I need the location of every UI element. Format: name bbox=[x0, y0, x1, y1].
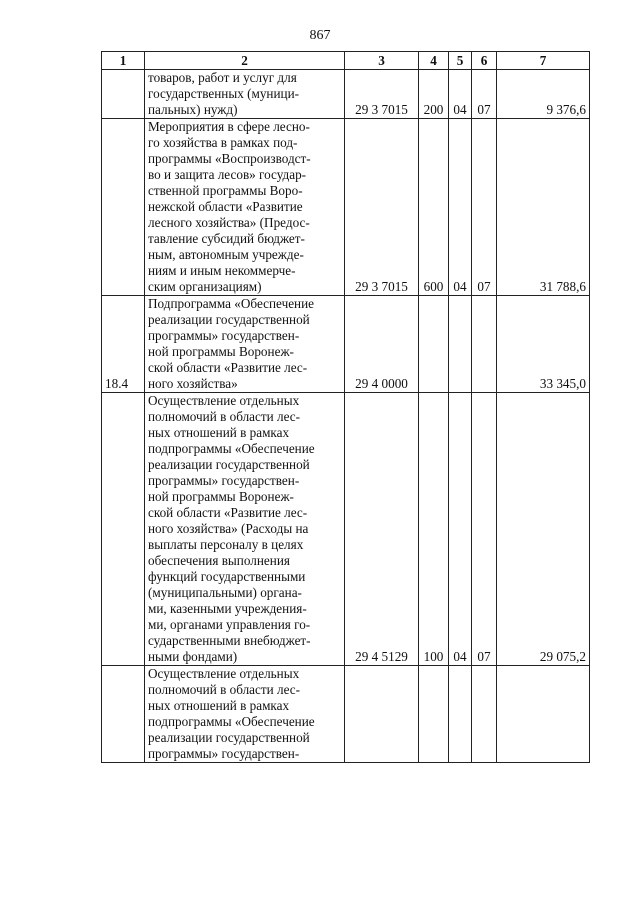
table-header-row bbox=[102, 52, 590, 70]
description-line: реализации государственной bbox=[148, 312, 310, 327]
section-code: 04 bbox=[449, 119, 472, 296]
amount: 33 345,0 bbox=[497, 296, 590, 393]
table-row bbox=[102, 393, 590, 666]
description-line: товаров, работ и услуг для bbox=[148, 70, 297, 85]
column-header-5: 5 bbox=[449, 52, 472, 70]
description-line: ственной программы Воро- bbox=[148, 183, 303, 198]
expense-type-code: 200 bbox=[419, 70, 449, 119]
description-line: ской области «Развитие лес- bbox=[148, 505, 308, 520]
description-line: (муниципальными) органа- bbox=[148, 585, 302, 600]
row-description bbox=[145, 393, 345, 666]
section-code bbox=[449, 296, 472, 393]
description-line: ским организациям) bbox=[148, 279, 262, 294]
section-code: 04 bbox=[449, 70, 472, 119]
description-line: нежской области «Развитие bbox=[148, 199, 303, 214]
amount: 29 075,2 bbox=[497, 393, 590, 666]
subsection-code bbox=[472, 296, 497, 393]
table-row bbox=[102, 296, 590, 393]
description-line: ного хозяйства» (Расходы на bbox=[148, 521, 309, 536]
section-code: 04 bbox=[449, 393, 472, 666]
target-article-code: 29 4 0000 bbox=[345, 296, 419, 393]
description-line: выплаты персоналу в целях bbox=[148, 537, 304, 552]
description-line: Подпрограмма «Обеспечение bbox=[148, 296, 315, 311]
description-line: программы» государствен- bbox=[148, 746, 300, 761]
description-line: лесного хозяйства» (Предос- bbox=[148, 215, 310, 230]
subsection-code: 07 bbox=[472, 119, 497, 296]
subsection-code bbox=[472, 666, 497, 763]
description-line: ных отношений в рамках bbox=[148, 425, 290, 440]
target-article-code bbox=[345, 666, 419, 763]
column-header-7: 7 bbox=[497, 52, 590, 70]
description-line: ской области «Развитие лес- bbox=[148, 360, 308, 375]
description-line: ным, автономным учрежде- bbox=[148, 247, 304, 262]
target-article-code: 29 3 7015 bbox=[345, 70, 419, 119]
description-line: государственных (муници- bbox=[148, 86, 300, 101]
row-number bbox=[102, 119, 145, 296]
subsection-code: 07 bbox=[472, 393, 497, 666]
table-row bbox=[102, 70, 590, 119]
description-line: ми, органами управления го- bbox=[148, 617, 311, 632]
row-description bbox=[145, 666, 345, 763]
description-line: пальных) нужд) bbox=[148, 102, 238, 117]
row-description bbox=[145, 296, 345, 393]
description-line: ниям и иным некоммерче- bbox=[148, 263, 296, 278]
expense-type-code: 100 bbox=[419, 393, 449, 666]
subsection-code: 07 bbox=[472, 70, 497, 119]
row-description bbox=[145, 70, 345, 119]
description-line: полномочий в области лес- bbox=[148, 682, 301, 697]
column-header-1: 1 bbox=[102, 52, 145, 70]
description-line: программы» государствен- bbox=[148, 473, 300, 488]
section-code bbox=[449, 666, 472, 763]
page-number: 867 bbox=[309, 28, 331, 43]
description-line: го хозяйства в рамках под- bbox=[148, 135, 298, 150]
description-line: ми, казенными учреждения- bbox=[148, 601, 307, 616]
description-line: Мероприятия в сфере лесно- bbox=[148, 119, 310, 134]
description-line: подпрограммы «Обеспечение bbox=[148, 441, 315, 456]
description-line: ной программы Воронеж- bbox=[148, 344, 294, 359]
description-line: ных отношений в рамках bbox=[148, 698, 290, 713]
column-header-3: 3 bbox=[345, 52, 419, 70]
column-header-2: 2 bbox=[145, 52, 345, 70]
budget-table bbox=[101, 51, 590, 763]
description-line: тавление субсидий бюджет- bbox=[148, 231, 305, 246]
row-number bbox=[102, 666, 145, 763]
description-line: во и защита лесов» государ- bbox=[148, 167, 307, 182]
table-row bbox=[102, 666, 590, 763]
description-line: полномочий в области лес- bbox=[148, 409, 301, 424]
description-line: функций государственными bbox=[148, 569, 306, 584]
amount: 9 376,6 bbox=[497, 70, 590, 119]
description-line: реализации государственной bbox=[148, 457, 310, 472]
row-description bbox=[145, 119, 345, 296]
table-row bbox=[102, 119, 590, 296]
description-line: программы» государствен- bbox=[148, 328, 300, 343]
target-article-code: 29 4 5129 bbox=[345, 393, 419, 666]
description-line: Осуществление отдельных bbox=[148, 393, 300, 408]
description-line: ного хозяйства» bbox=[148, 376, 238, 391]
description-line: ными фондами) bbox=[148, 649, 238, 664]
row-number bbox=[102, 70, 145, 119]
amount bbox=[497, 666, 590, 763]
expense-type-code bbox=[419, 666, 449, 763]
description-line: сударственными внебюджет- bbox=[148, 633, 311, 648]
description-line: Осуществление отдельных bbox=[148, 666, 300, 681]
amount: 31 788,6 bbox=[497, 119, 590, 296]
column-header-4: 4 bbox=[419, 52, 449, 70]
description-line: программы «Воспроизводст- bbox=[148, 151, 311, 166]
description-line: обеспечения выполнения bbox=[148, 553, 290, 568]
row-number: 18.4 bbox=[102, 296, 145, 393]
column-header-6: 6 bbox=[472, 52, 497, 70]
description-line: ной программы Воронеж- bbox=[148, 489, 294, 504]
expense-type-code bbox=[419, 296, 449, 393]
target-article-code: 29 3 7015 bbox=[345, 119, 419, 296]
expense-type-code: 600 bbox=[419, 119, 449, 296]
row-number bbox=[102, 393, 145, 666]
description-line: реализации государственной bbox=[148, 730, 310, 745]
description-line: подпрограммы «Обеспечение bbox=[148, 714, 315, 729]
